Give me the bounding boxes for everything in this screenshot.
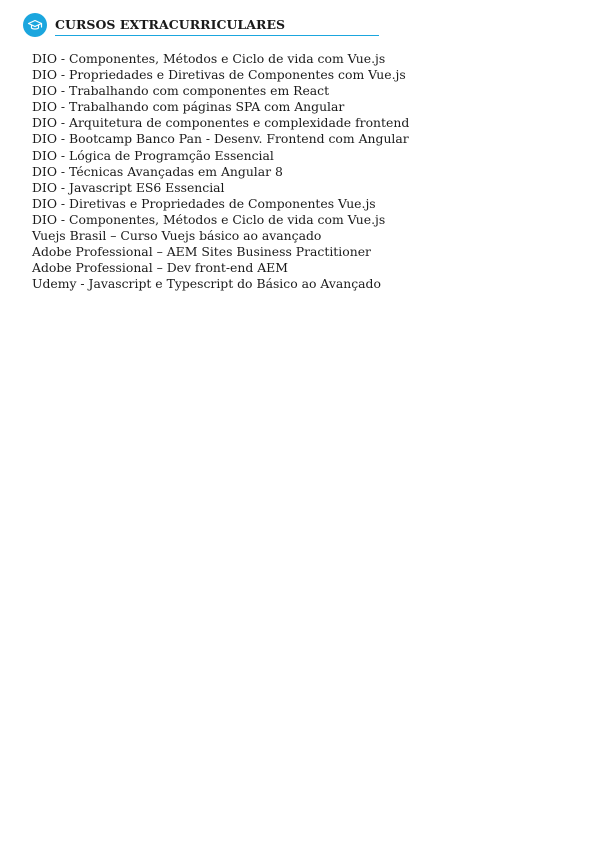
course-item: DIO - Componentes, Métodos e Ciclo de vida com Vue.js (32, 211, 386, 227)
section-header (23, 13, 383, 37)
course-item: DIO - Trabalhando com componentes em React (32, 83, 330, 99)
section-title: CURSOS EXTRACURRICULARES (55, 17, 286, 32)
course-item: Adobe Professional – AEM Sites Business Practitioner (32, 244, 371, 260)
course-item: DIO - Arquitetura de componentes e complexidade frontend (32, 115, 410, 131)
graduation-cap-icon (23, 13, 47, 37)
course-item: Vuejs Brasil – Curso Vuejs básico ao avançado (32, 228, 322, 244)
course-item: DIO - Trabalhando com páginas SPA com Angular (32, 99, 345, 115)
header-divider (55, 35, 379, 36)
course-item: DIO - Componentes, Métodos e Ciclo de vida com Vue.js (32, 51, 386, 66)
course-item: DIO - Técnicas Avançadas em Angular 8 (32, 163, 283, 179)
course-item: DIO - Diretivas e Propriedades de Componentes Vue.js (32, 195, 376, 211)
course-item: Adobe Professional – Dev front-end AEM (32, 260, 288, 276)
course-item: DIO - Bootcamp Banco Pan - Desenv. Frontend com Angular (32, 131, 409, 147)
course-item: DIO - Lógica de Programção Essencial (32, 147, 274, 163)
course-item: DIO - Javascript ES6 Essencial (32, 179, 225, 195)
course-list (32, 51, 409, 292)
course-item: Udemy - Javascript e Typescript do Básico ao Avançado (32, 276, 381, 292)
course-item: DIO - Propriedades e Diretivas de Componentes com Vue.js (32, 67, 406, 83)
